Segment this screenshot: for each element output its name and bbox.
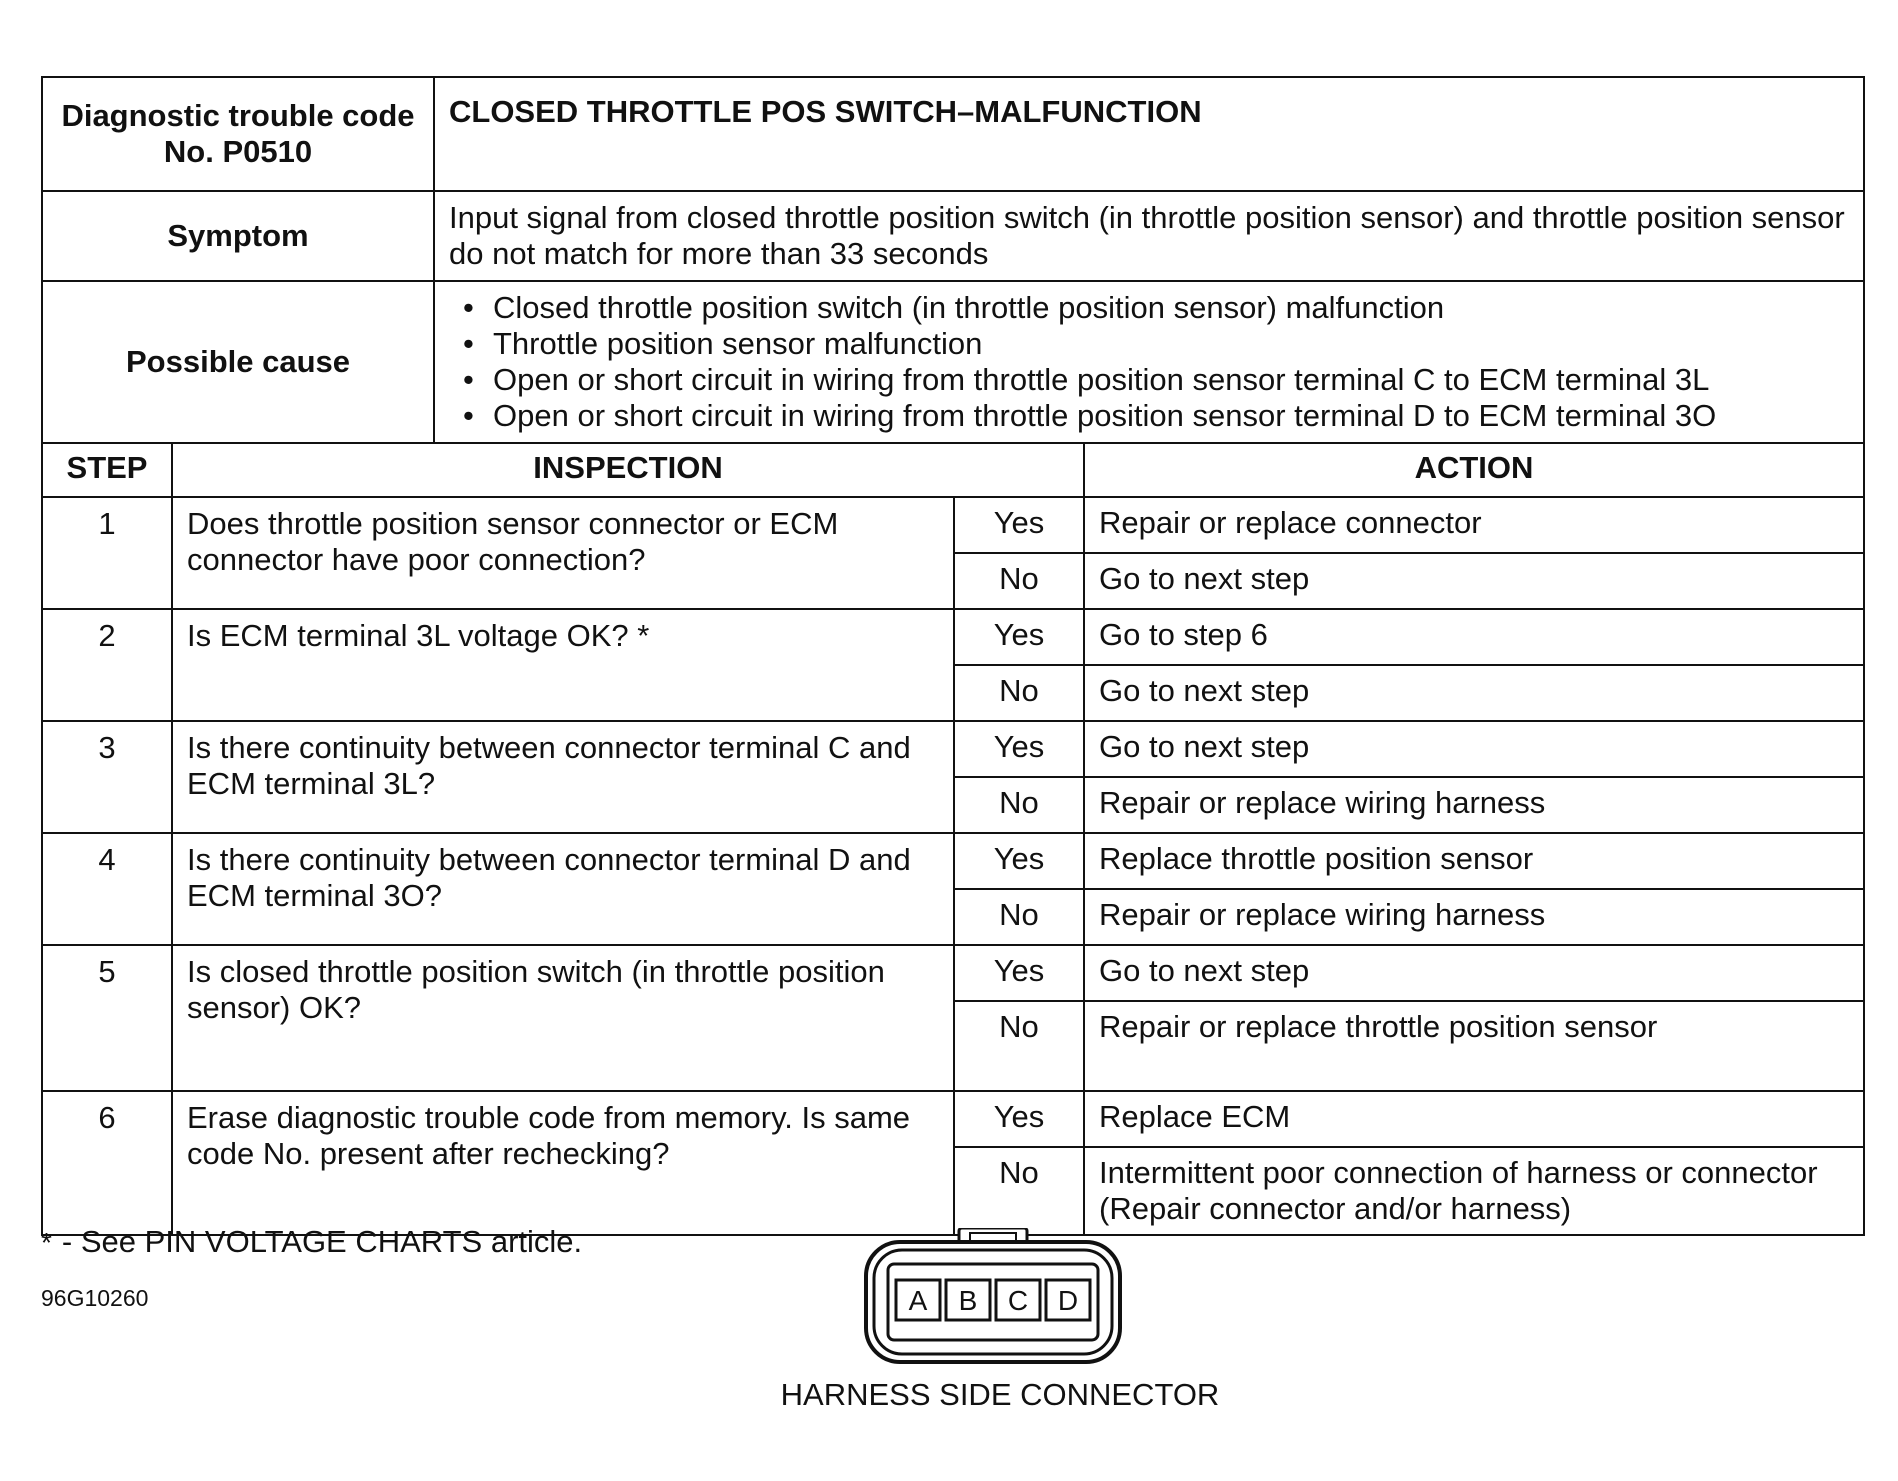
cause-item: • Open or short circuit in wiring from throttle position sensor terminal C to ECM terminal 3L: [463, 362, 1849, 398]
footnote-text: - See PIN VOLTAGE CHARTS article.: [61, 1224, 583, 1259]
inspection-question: Is ECM terminal 3L voltage OK? *: [172, 609, 954, 721]
symptom-label: Symptom: [42, 191, 434, 281]
yes-label: Yes: [954, 497, 1084, 553]
symptom-text: Input signal from closed throttle position switch (in throttle position sensor) and throttle position sensor do not match for more than 33 seconds: [434, 191, 1864, 281]
step-row-yes: [42, 497, 1864, 553]
column-header-row: [42, 443, 1864, 497]
yes-action: Go to next step: [1084, 721, 1864, 777]
inspection-question: Is closed throttle position switch (in throttle position sensor) OK?: [172, 945, 954, 1091]
dtc-title: CLOSED THROTTLE POS SWITCH–MALFUNCTION: [434, 77, 1864, 191]
connector-caption: HARNESS SIDE CONNECTOR: [780, 1377, 1220, 1412]
yes-action: Replace ECM: [1084, 1091, 1864, 1147]
yes-action: Repair or replace connector: [1084, 497, 1864, 553]
inspection-question: Is there continuity between connector terminal D and ECM terminal 3O?: [172, 833, 954, 945]
cause-cell: [434, 281, 1864, 443]
terminal-label: B: [958, 1285, 978, 1316]
inspection-question: Does throttle position sensor connector or ECM connector have poor connection?: [172, 497, 954, 609]
yes-label: Yes: [954, 833, 1084, 889]
dtc-label: Diagnostic trouble code No. P0510: [42, 77, 434, 191]
terminal-label: C: [1007, 1285, 1029, 1316]
no-label: No: [954, 889, 1084, 945]
step-number: 6: [42, 1091, 172, 1235]
yes-label: Yes: [954, 1091, 1084, 1147]
yes-action: Replace throttle position sensor: [1084, 833, 1864, 889]
inspection-question: Erase diagnostic trouble code from memory. Is same code No. present after rechecking?: [172, 1091, 954, 1235]
dtc-row: [42, 77, 1864, 191]
action-column-header: ACTION: [1084, 443, 1864, 497]
step-row-yes: [42, 609, 1864, 665]
diagnostic-sheet: [41, 76, 1861, 1236]
no-label: No: [954, 1001, 1084, 1091]
inspection-question: Is there continuity between connector terminal C and ECM terminal 3L?: [172, 721, 954, 833]
step-number: 4: [42, 833, 172, 945]
yes-action: Go to step 6: [1084, 609, 1864, 665]
step-row-yes: [42, 945, 1864, 1001]
symptom-row: [42, 191, 1864, 281]
no-action: Repair or replace wiring harness: [1084, 889, 1864, 945]
cause-item: • Open or short circuit in wiring from throttle position sensor terminal D to ECM terminal 3O: [463, 398, 1849, 434]
step-number: 5: [42, 945, 172, 1091]
no-label: No: [954, 665, 1084, 721]
no-label: No: [954, 1147, 1084, 1235]
inspection-column-header: INSPECTION: [172, 443, 1084, 497]
no-action: Repair or replace wiring harness: [1084, 777, 1864, 833]
yes-label: Yes: [954, 721, 1084, 777]
cause-item: • Closed throttle position switch (in throttle position sensor) malfunction: [463, 290, 1849, 326]
terminal-label: A: [908, 1285, 928, 1316]
no-action: Intermittent poor connection of harness or connector (Repair connector and/or harness): [1084, 1147, 1864, 1235]
no-label: No: [954, 553, 1084, 609]
cause-item: • Throttle position sensor malfunction: [463, 326, 1849, 362]
no-action: Go to next step: [1084, 553, 1864, 609]
step-column-header: STEP: [42, 443, 172, 497]
step-row-yes: [42, 833, 1864, 889]
yes-action: Go to next step: [1084, 945, 1864, 1001]
diagnostic-table: [41, 76, 1865, 1236]
step-number: 3: [42, 721, 172, 833]
step-row-yes: [42, 1091, 1864, 1147]
step-row-yes: [42, 721, 1864, 777]
step-number: 1: [42, 497, 172, 609]
terminal-label: D: [1057, 1285, 1079, 1316]
step-number: 2: [42, 609, 172, 721]
no-label: No: [954, 777, 1084, 833]
footnote: [41, 1224, 582, 1260]
no-action: Repair or replace throttle position sensor: [1084, 1001, 1864, 1091]
no-action: Go to next step: [1084, 665, 1864, 721]
yes-label: Yes: [954, 609, 1084, 665]
figure-id: 96G10260: [41, 1285, 149, 1311]
asterisk-symbol: *: [41, 1227, 52, 1258]
cause-row: [42, 281, 1864, 443]
cause-label: Possible cause: [42, 281, 434, 443]
yes-label: Yes: [954, 945, 1084, 1001]
harness-connector-diagram: [858, 1228, 1128, 1368]
cause-list: [449, 290, 1849, 434]
